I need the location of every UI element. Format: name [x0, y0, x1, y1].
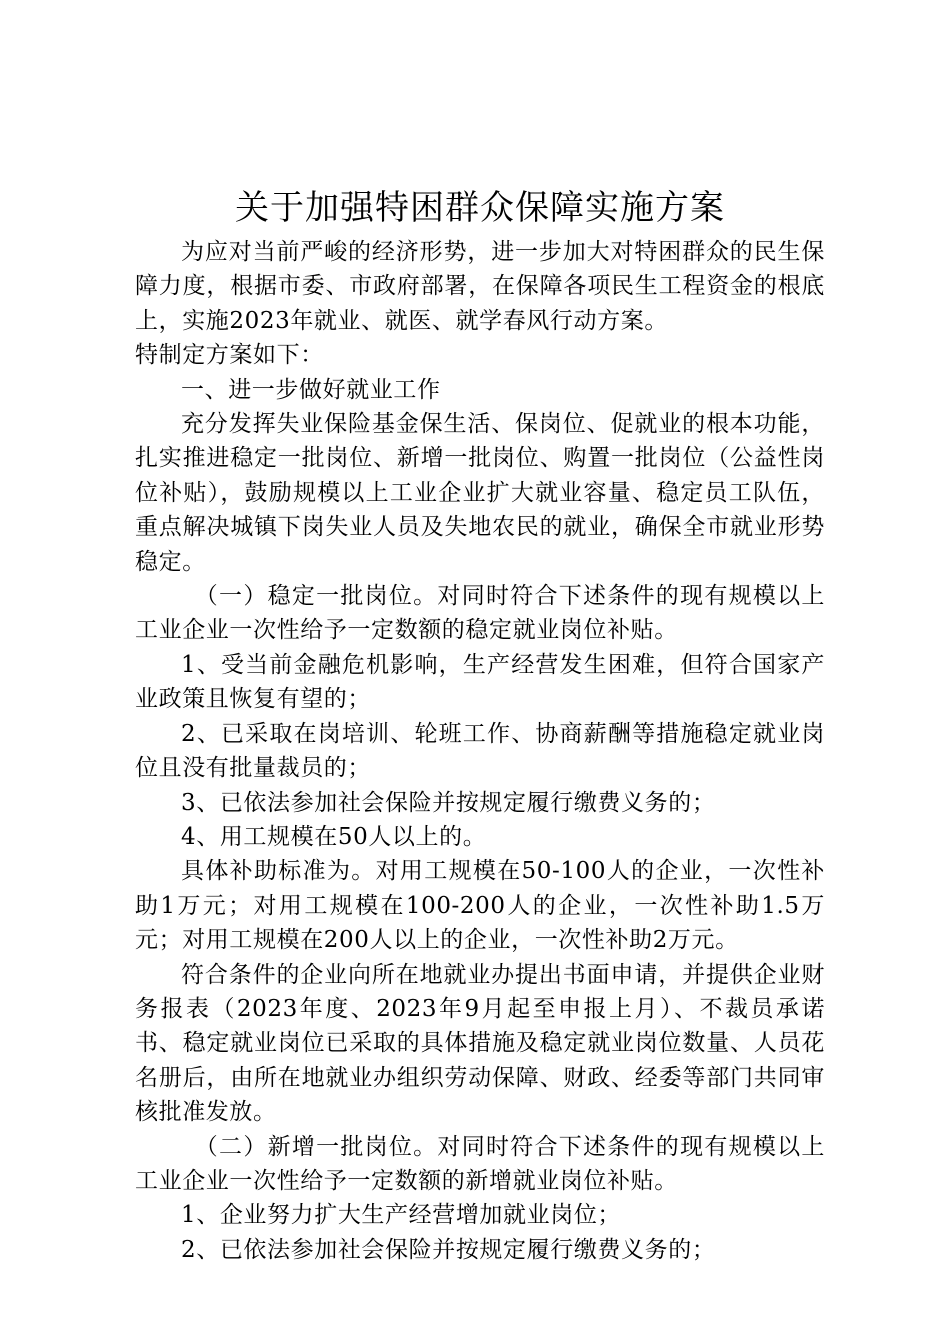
paragraph-intro: 为应对当前严峻的经济形势，进一步加大对特困群众的民生保障力度，根据市委、市政府部署，在保障各项民生工程资金的根底上，实施2023年就业、就医、就学春风行动方案。 [135, 239, 825, 334]
paragraph-application-procedure: 符合条件的企业向所在地就业办提出书面申请，并提供企业财务报表（2023年度、2023年9月起至申报上月）、不裁员承诺书、稳定就业岗位已采取的具体措施及稳定就业岗位数量、人员花名册后，由所在地就业办组织劳动保障、财政、经委等部门共同审核批准发放。 [135, 961, 825, 1126]
condition-item-2: 2、已采取在岗培训、轮班工作、协商薪酬等措施稳定就业岗位且没有批量裁员的； [135, 720, 825, 782]
document-page [135, 183, 825, 1267]
paragraph-employment-overview: 充分发挥失业保险基金保生活、保岗位、促就业的根本功能，扎实推进稳定一批岗位、新增一批岗位、购置一批岗位（公益性岗位补贴），鼓励规模以上工业企业扩大就业容量、稳定员工队伍，重点解决城镇下岗失业人员及失地农民的就业，确保全市就业形势稳定。 [135, 411, 825, 575]
new-position-condition-2: 2、已依法参加社会保险并按规定履行缴费义务的； [181, 1236, 716, 1263]
condition-item-4: 4、用工规模在50人以上的。 [181, 823, 487, 850]
subsection-heading-stabilize: （一）稳定一批岗位。对同时符合下述条件的现有规模以上工业企业一次性给予一定数额的稳定就业岗位补贴。 [135, 583, 825, 644]
paragraph-intro-tail: 特制定方案如下： [135, 342, 324, 369]
condition-item-3: 3、已依法参加社会保险并按规定履行缴费义务的； [181, 789, 716, 816]
document-title: 关于加强特困群众保障实施方案 [235, 188, 725, 228]
paragraph-subsidy-standard: 具体补助标准为。对用工规模在50-100人的企业，一次性补助1万元；对用工规模在100-200人的企业，一次性补助1.5万元；对用工规模在200人以上的企业，一次性补助2万元。 [135, 858, 825, 954]
section-heading-employment: 一、进一步做好就业工作 [181, 376, 441, 403]
new-position-condition-1: 1、企业努力扩大生产经营增加就业岗位； [181, 1202, 622, 1229]
subsection-heading-new-positions: （二）新增一批岗位。对同时符合下述条件的现有规模以上工业企业一次性给予一定数额的新增就业岗位补贴。 [135, 1133, 825, 1194]
condition-item-1: 1、受当前金融危机影响，生产经营发生困难，但符合国家产业政策且恢复有望的； [135, 651, 825, 713]
